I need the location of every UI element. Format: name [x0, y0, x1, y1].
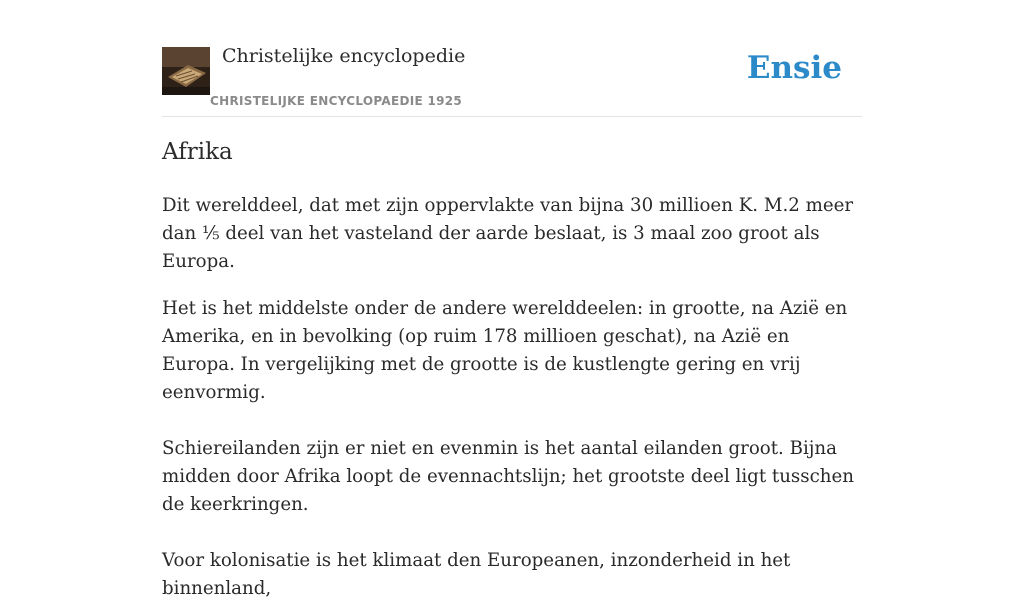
encyclopedia-avatar[interactable] — [162, 47, 210, 95]
brand-logo[interactable]: Ensie — [746, 50, 842, 86]
site-header — [162, 0, 862, 117]
book-image-icon — [162, 47, 210, 95]
site-title[interactable]: Christelijke encyclopedie — [222, 45, 466, 67]
article-title: Afrika — [162, 139, 233, 165]
article-paragraph: Het is het middelste onder de andere werelddeelen: in grootte, na Azië en Amerika, en in bevolking (op ruim 178 millioen geschat), na Azië en Europa. In vergelijking met de grootte is de kustlengte gering en vrij eenvormig. — [162, 298, 848, 403]
page-container — [162, 0, 862, 599]
article-paragraph: Schiereilanden zijn er niet en evenmin is het aantal eilanden groot. Bijna midden door Afrika loopt de evennachtslijn; het grootste deel ligt tusschen de keerkringen. — [162, 438, 854, 515]
article-paragraph: Dit werelddeel, dat met zijn oppervlakte van bijna 30 millioen K. M.2 meer dan ⅕ deel van het vasteland der aarde beslaat, is 3 maal zoo groot als Europa. — [162, 195, 854, 272]
article-body — [162, 192, 862, 603]
article-paragraph: Voor kolonisatie is het klimaat den Europeanen, inzonderheid in het binnenland, — [162, 550, 791, 599]
site-subtitle: CHRISTELIJKE ENCYCLOPAEDIE 1925 — [210, 94, 463, 108]
